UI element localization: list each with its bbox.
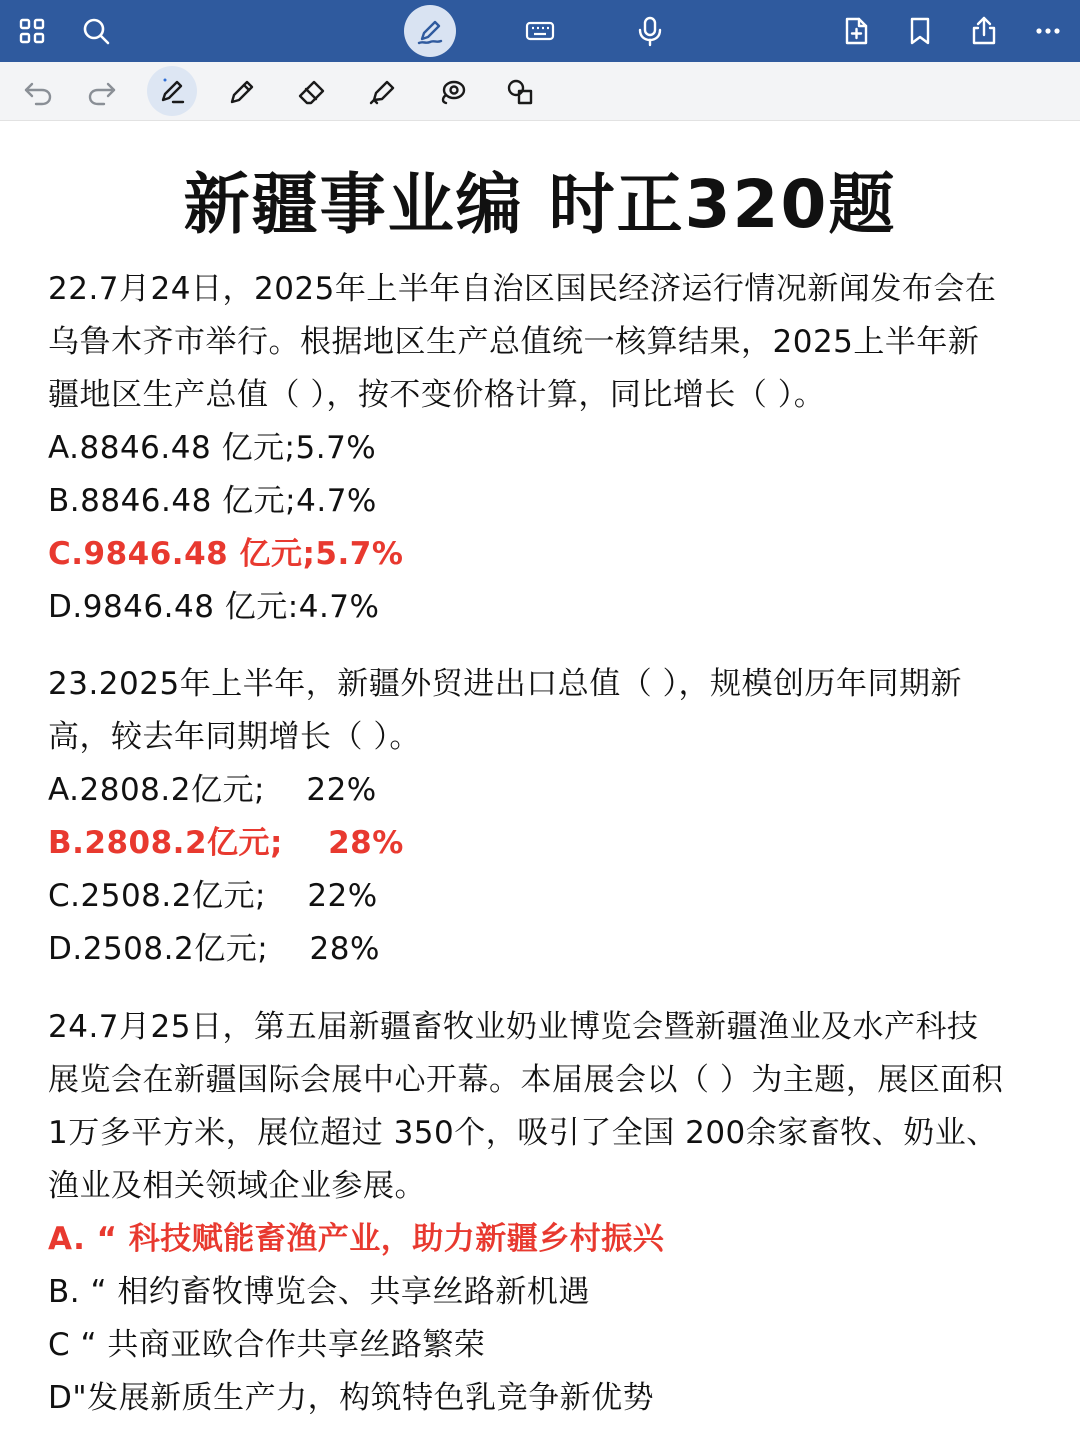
grid-icon[interactable]: [12, 11, 52, 51]
microphone-icon[interactable]: [630, 11, 670, 51]
q24-option-d: D"发展新质生产力，构筑特色乳竞争新优势: [48, 1380, 655, 1416]
document-title: 新疆事业编 时正320题: [183, 166, 897, 243]
q22-option-d: D.9846.48 亿元:4.7%: [48, 589, 380, 625]
q22-option-a: A.8846.48 亿元;5.7%: [48, 430, 377, 466]
q22-text-line-3: 疆地区生产总值（ ），按不变价格计算，同比增长（ ）。: [48, 377, 826, 413]
q22-option-b: B.8846.48 亿元;4.7%: [48, 483, 377, 519]
q24-option-c: C “ 共商亚欧合作共享丝路繁荣: [48, 1327, 486, 1363]
q23-option-d: D.2508.2亿元; 28%: [48, 931, 380, 967]
q22-text-line-1: 22.7月24日，2025年上半年自治区国民经济运行情况新闻发布会在: [48, 271, 997, 307]
q23-option-c: C.2508.2亿元; 22%: [48, 878, 378, 914]
bookmark-icon[interactable]: [900, 11, 940, 51]
shapes-icon[interactable]: [502, 74, 538, 110]
q24-text-line-2: 展览会在新疆国际会展中心开幕。本届展会以（ ）为主题，展区面积: [48, 1062, 1004, 1098]
q22-text-line-2: 乌鲁木齐市举行。根据地区生产总值统一核算结果，2025上半年新: [48, 324, 980, 360]
q22-option-c-answer: C.9846.48 亿元;5.7%: [48, 536, 404, 572]
undo-icon[interactable]: [20, 74, 56, 110]
keyboard-icon[interactable]: [520, 11, 560, 51]
pen-icon[interactable]: [404, 5, 456, 57]
q24-text-line-4: 渔业及相关领域企业参展。: [48, 1168, 426, 1204]
q23-option-a: A.2808.2亿元; 22%: [48, 772, 377, 808]
q23-option-b-answer: B.2808.2亿元; 28%: [48, 825, 404, 861]
redo-icon[interactable]: [84, 74, 120, 110]
q24-option-a-answer: A. “ 科技赋能畜渔产业，助力新疆乡村振兴: [48, 1221, 665, 1257]
q23-text-line-2: 高，较去年同期增长（ ）。: [48, 719, 421, 755]
stylus-pen-icon[interactable]: [147, 66, 197, 116]
pencil-icon[interactable]: [224, 74, 260, 110]
drawing-toolbar: [0, 62, 1080, 121]
q23-text-line-1: 23.2025年上半年，新疆外贸进出口总值（ ），规模创历年同期新: [48, 666, 963, 702]
search-icon[interactable]: [76, 11, 116, 51]
more-icon[interactable]: [1028, 11, 1068, 51]
highlighter-icon[interactable]: [364, 74, 400, 110]
top-toolbar: [0, 0, 1080, 62]
q24-text-line-3: 1万多平方米，展位超过 350个，吸引了全国 200余家畜牧、奶业、: [48, 1115, 998, 1151]
lasso-icon[interactable]: [434, 74, 470, 110]
add-page-icon[interactable]: [836, 11, 876, 51]
share-icon[interactable]: [964, 11, 1004, 51]
eraser-icon[interactable]: [294, 74, 330, 110]
q24-text-line-1: 24.7月25日，第五届新疆畜牧业奶业博览会暨新疆渔业及水产科技: [48, 1009, 979, 1045]
q24-option-b: B. “ 相约畜牧博览会、共享丝路新机遇: [48, 1274, 590, 1310]
